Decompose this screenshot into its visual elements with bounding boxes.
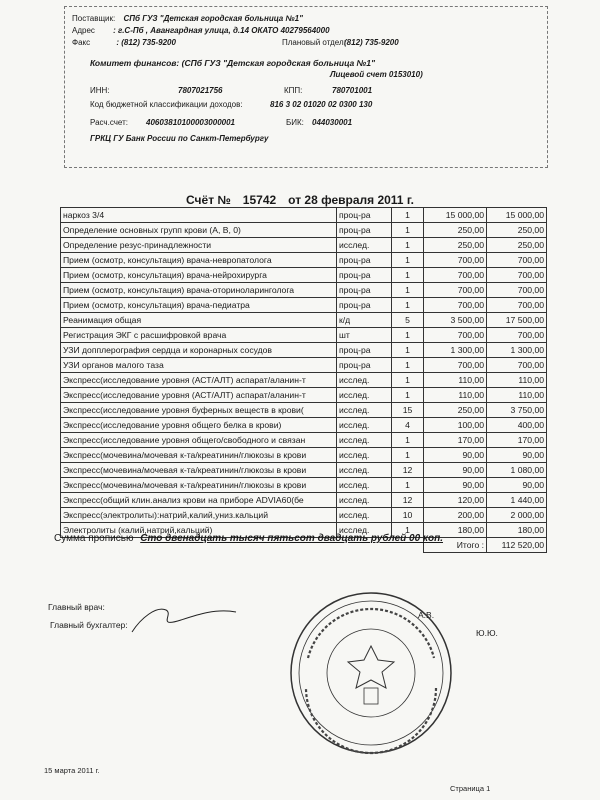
service-name: Экспресс(исследование уровня (АСТ/АЛТ) аспарат/аланин-т <box>61 373 337 388</box>
table-row <box>61 283 547 298</box>
kbk-label: Код бюджетной классификации доходов: <box>90 100 243 109</box>
unit-cell: исслед. <box>337 238 392 253</box>
unit-cell: исслед. <box>337 448 392 463</box>
unit-cell: исслед. <box>337 508 392 523</box>
quantity-cell: 1 <box>392 478 424 493</box>
bank-name: ГРКЦ ГУ Банк России по Санкт-Петербургу <box>90 134 269 143</box>
price-cell: 700,00 <box>424 253 487 268</box>
quantity-cell: 1 <box>392 223 424 238</box>
price-cell: 90,00 <box>424 448 487 463</box>
table-row <box>61 268 547 283</box>
quantity-cell: 1 <box>392 343 424 358</box>
price-cell: 700,00 <box>424 298 487 313</box>
price-cell: 110,00 <box>424 388 487 403</box>
table-row <box>61 253 547 268</box>
unit-cell: к/д <box>337 313 392 328</box>
sum-cell: 700,00 <box>487 328 547 343</box>
service-name: Экспресс(исследование уровня общего/свободного и связан <box>61 433 337 448</box>
table-row <box>61 358 547 373</box>
service-name: УЗИ допплерография сердца и коронарных сосудов <box>61 343 337 358</box>
quantity-cell: 12 <box>392 493 424 508</box>
sum-cell: 1 300,00 <box>487 343 547 358</box>
unit-cell: исслед. <box>337 478 392 493</box>
total-value: 112 520,00 <box>487 538 547 553</box>
kpp-value: 780701001 <box>332 86 373 95</box>
quantity-cell: 1 <box>392 328 424 343</box>
unit-cell: проц-ра <box>337 298 392 313</box>
amount-words-value: Сто двенадцать тысяч пятьсот двадцать рублей 00 коп. <box>140 533 443 544</box>
sum-cell: 250,00 <box>487 238 547 253</box>
address-line <box>72 26 330 36</box>
supplier-name: СПб ГУЗ "Детская городская больница №1" <box>123 14 303 23</box>
sum-cell: 700,00 <box>487 268 547 283</box>
price-cell: 700,00 <box>424 283 487 298</box>
price-cell: 100,00 <box>424 418 487 433</box>
total-label: Итого : <box>424 538 487 553</box>
quantity-cell: 5 <box>392 313 424 328</box>
service-name: Экспресс(электролиты):натрий,калий,униз.кальций <box>61 508 337 523</box>
table-row <box>61 208 547 223</box>
unit-cell: исслед. <box>337 418 392 433</box>
table-row <box>61 433 547 448</box>
price-cell: 110,00 <box>424 373 487 388</box>
unit-cell: исслед. <box>337 433 392 448</box>
price-cell: 700,00 <box>424 358 487 373</box>
table-row <box>61 388 547 403</box>
service-name: Прием (осмотр, консультация) врача-нейрохирурга <box>61 268 337 283</box>
quantity-cell: 1 <box>392 208 424 223</box>
kbk-value: 816 3 02 01020 02 0300 130 <box>270 100 373 109</box>
service-name: Прием (осмотр, консультация) врача-оториноларинголога <box>61 283 337 298</box>
fax-label: Факс <box>72 38 91 47</box>
service-name: Определение резус-принадлежности <box>61 238 337 253</box>
quantity-cell: 12 <box>392 463 424 478</box>
table-row <box>61 418 547 433</box>
service-name: Экспресс(исследование уровня буферных веществ в крови( <box>61 403 337 418</box>
sum-cell: 1 080,00 <box>487 463 547 478</box>
service-name: Экспресс(исследование уровня общего белка в крови) <box>61 418 337 433</box>
table-row <box>61 313 547 328</box>
unit-cell: проц-ра <box>337 223 392 238</box>
service-name: Электролиты (калий,натрий,кальций) <box>61 523 337 538</box>
price-cell: 90,00 <box>424 478 487 493</box>
signature-scribble <box>46 598 246 638</box>
service-name: Прием (осмотр, консультация) врача-невропатолога <box>61 253 337 268</box>
price-cell: 250,00 <box>424 223 487 238</box>
price-cell: 250,00 <box>424 238 487 253</box>
price-cell: 170,00 <box>424 433 487 448</box>
quantity-cell: 1 <box>392 358 424 373</box>
service-name: Экспресс(исследование уровня (АСТ/АЛТ) аспарат/аланин-т <box>61 388 337 403</box>
table-row <box>61 403 547 418</box>
price-cell: 3 500,00 <box>424 313 487 328</box>
quantity-cell: 15 <box>392 403 424 418</box>
kpp-label: КПП: <box>284 86 303 95</box>
footer-page: Страница 1 <box>450 784 491 793</box>
price-cell: 700,00 <box>424 268 487 283</box>
invoice-table-body <box>61 208 547 538</box>
account-value: 40603810100003000001 <box>146 118 235 127</box>
table-row <box>61 298 547 313</box>
sum-cell: 170,00 <box>487 433 547 448</box>
sum-cell: 700,00 <box>487 253 547 268</box>
sum-cell: 400,00 <box>487 418 547 433</box>
invoice-table <box>60 207 547 553</box>
sum-cell: 700,00 <box>487 358 547 373</box>
service-name: наркоз 3/4 <box>61 208 337 223</box>
sum-cell: 2 000,00 <box>487 508 547 523</box>
unit-cell: проц-ра <box>337 268 392 283</box>
unit-cell: проц-ра <box>337 253 392 268</box>
quantity-cell: 1 <box>392 523 424 538</box>
invoice-date: от 28 февраля 2011 г. <box>288 193 414 207</box>
sum-cell: 15 000,00 <box>487 208 547 223</box>
table-row <box>61 463 547 478</box>
service-name: Экспресс(мочевина/мочевая к-та/креатинин/глюкозы в крови <box>61 478 337 493</box>
unit-cell: исслед. <box>337 373 392 388</box>
personal-account: Лицевой счет 0153010) <box>330 70 423 79</box>
bik-label: БИК: <box>286 118 304 127</box>
table-row <box>61 238 547 253</box>
sum-cell: 180,00 <box>487 523 547 538</box>
amount-in-words <box>54 533 443 544</box>
unit-cell: исслед. <box>337 403 392 418</box>
sum-cell: 90,00 <box>487 478 547 493</box>
quantity-cell: 1 <box>392 448 424 463</box>
sum-cell: 250,00 <box>487 223 547 238</box>
sum-cell: 90,00 <box>487 448 547 463</box>
chief-doctor-label: Главный врач: <box>48 602 105 612</box>
service-name: Экспресс(мочевина/мочевая к-та/креатинин/глюкозы в крови <box>61 448 337 463</box>
unit-cell: проц-ра <box>337 343 392 358</box>
table-row <box>61 343 547 358</box>
unit-cell: исслед. <box>337 493 392 508</box>
quantity-cell: 1 <box>392 373 424 388</box>
price-cell: 200,00 <box>424 508 487 523</box>
sum-cell: 17 500,00 <box>487 313 547 328</box>
price-cell: 120,00 <box>424 493 487 508</box>
sum-cell: 110,00 <box>487 388 547 403</box>
quantity-cell: 1 <box>392 283 424 298</box>
sum-cell: 110,00 <box>487 373 547 388</box>
invoice-title <box>0 193 600 207</box>
fax-line <box>72 38 176 48</box>
price-cell: 15 000,00 <box>424 208 487 223</box>
price-cell: 180,00 <box>424 523 487 538</box>
supplier-label: Поставщик: <box>72 14 116 23</box>
unit-cell: шт <box>337 328 392 343</box>
unit-cell: проц-ра <box>337 208 392 223</box>
unit-cell: исслед. <box>337 523 392 538</box>
service-name: Экспресс(мочевина/мочевая к-та/креатинин/глюкозы в крови <box>61 463 337 478</box>
table-row <box>61 448 547 463</box>
table-row <box>61 373 547 388</box>
table-row <box>61 328 547 343</box>
invoice-number: 15742 <box>242 193 277 207</box>
service-name: Реанимация общая <box>61 313 337 328</box>
sum-cell: 3 750,00 <box>487 403 547 418</box>
service-name: УЗИ органов малого таза <box>61 358 337 373</box>
price-cell: 90,00 <box>424 463 487 478</box>
service-name: Регистрация ЭКГ с расшифровкой врача <box>61 328 337 343</box>
plan-dept-phone: (812) 735-9200 <box>344 38 399 47</box>
committee-line: Комитет финансов: (СПб ГУЗ "Детская городская больница №1" <box>90 58 376 68</box>
table-row <box>61 478 547 493</box>
chief-doctor-name: А.В. <box>418 610 435 620</box>
service-name: Определение основных групп крови (А, В, 0) <box>61 223 337 238</box>
quantity-cell: 1 <box>392 433 424 448</box>
sum-cell: 1 440,00 <box>487 493 547 508</box>
address-value: : г.С-Пб , Авангардная улица, д.14 ОКАТО 40279564000 <box>113 26 330 35</box>
service-name: Экспресс(общий клин.анализ крови на приборе ADVIA60(бе <box>61 493 337 508</box>
sum-cell: 700,00 <box>487 298 547 313</box>
footer-date: 15 марта 2011 г. <box>44 766 100 775</box>
quantity-cell: 10 <box>392 508 424 523</box>
quantity-cell: 1 <box>392 253 424 268</box>
service-name: Прием (осмотр, консультация) врача-педиатра <box>61 298 337 313</box>
quantity-cell: 1 <box>392 268 424 283</box>
price-cell: 700,00 <box>424 328 487 343</box>
fax-value: : (812) 735-9200 <box>116 38 176 47</box>
invoice-title-label: Счёт № <box>186 193 231 207</box>
quantity-cell: 4 <box>392 418 424 433</box>
unit-cell: проц-ра <box>337 283 392 298</box>
sum-cell: 700,00 <box>487 283 547 298</box>
table-row <box>61 493 547 508</box>
chief-accountant-label: Главный бухгалтер: <box>50 620 128 630</box>
unit-cell: исслед. <box>337 388 392 403</box>
price-cell: 1 300,00 <box>424 343 487 358</box>
supplier-line <box>72 14 303 24</box>
inn-label: ИНН: <box>90 86 110 95</box>
account-label: Расч.счет: <box>90 118 128 127</box>
chief-accountant-name: Ю.Ю. <box>476 628 498 638</box>
quantity-cell: 1 <box>392 298 424 313</box>
bik-value: 044030001 <box>312 118 353 127</box>
table-row <box>61 223 547 238</box>
round-seal-stamp <box>286 588 456 758</box>
quantity-cell: 1 <box>392 238 424 253</box>
inn-value: 7807021756 <box>178 86 223 95</box>
amount-words-label: Сумма прописью <box>54 533 134 544</box>
price-cell: 250,00 <box>424 403 487 418</box>
quantity-cell: 1 <box>392 388 424 403</box>
unit-cell: проц-ра <box>337 358 392 373</box>
plan-dept-label: Плановый отдел: <box>282 38 346 47</box>
table-row <box>61 508 547 523</box>
address-label: Адрес <box>72 26 95 35</box>
unit-cell: исслед. <box>337 463 392 478</box>
